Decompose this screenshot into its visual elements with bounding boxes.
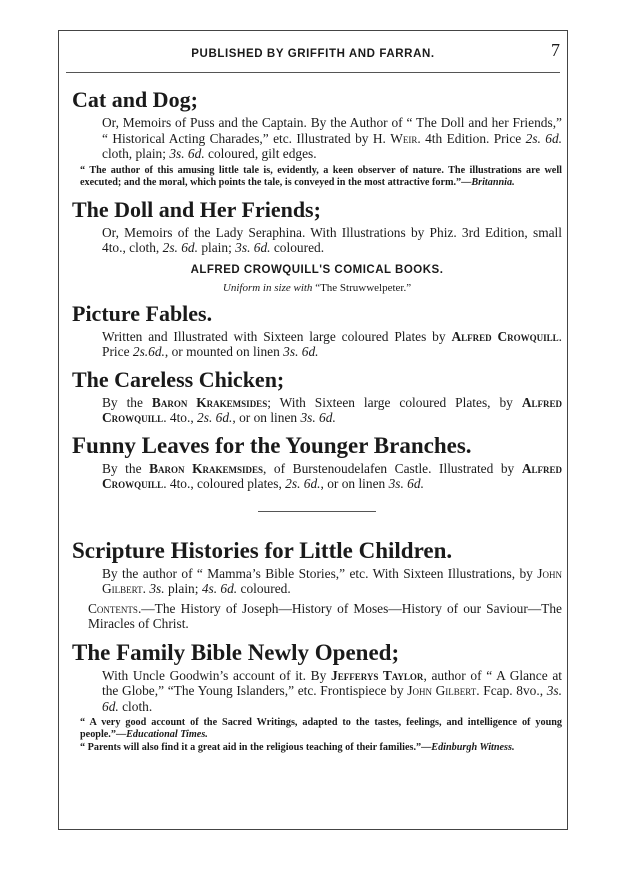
desc-text: cloth. [118, 698, 153, 714]
book-entry-scripture-histories [72, 537, 562, 632]
subheading-italic: Uniform in size with [222, 281, 313, 294]
book-entry-picture-fables [72, 300, 562, 360]
price: 2s. 6d. [197, 410, 233, 425]
price: 3s. 6d. [169, 146, 205, 161]
desc-text: By the [102, 394, 152, 410]
author-name: Alfred Crowquill [451, 328, 559, 344]
desc-text: Written and Illustrated with Sixteen large coloured Plates by [102, 328, 452, 344]
illustrator-name: Weir [390, 130, 418, 146]
desc-text: . 4to., coloured plates, [163, 476, 286, 491]
price: 3s. 6d. [235, 240, 271, 255]
desc-text: coloured. [237, 581, 291, 596]
quote-text: “ A very good account of the Sacred Writings, adapted to the tastes, feelings, and intelligence of young people.”— [80, 717, 562, 740]
author-name: Jefferys Taylor [331, 667, 424, 683]
book-description [102, 329, 562, 360]
price: 4s. 6d. [201, 581, 238, 596]
page-number: 7 [551, 40, 560, 60]
desc-text: ; With Sixteen large coloured Plates, by [267, 394, 522, 410]
illustrator-name: Alfred Crowquill [102, 460, 562, 491]
book-title: The Doll and Her Friends; [72, 196, 321, 222]
desc-text: . [142, 581, 150, 596]
price: 3s. 6d. [300, 410, 336, 425]
price: 2s. 6d. [525, 130, 563, 146]
book-title: Funny Leaves for the Younger Branches. [72, 432, 472, 458]
desc-text: cloth, plain; [102, 146, 170, 161]
book-title: Scripture Histories for Little Children. [72, 537, 453, 563]
section-divider [258, 511, 376, 512]
desc-text: coloured. [270, 240, 325, 255]
review-quote [72, 742, 562, 754]
price: 2s. 6d. [162, 240, 198, 255]
contents-text: .—The History of Joseph—History of Moses—History of our Saviour—The Miracles of Christ. [88, 600, 562, 631]
book-entry-family-bible [72, 639, 562, 755]
book-description [102, 225, 562, 256]
illustrator-name: John Gilbert [102, 565, 562, 596]
desc-text: By the author of “ Mamma’s Bible Stories,” etc. With Sixteen Illustrations, by [102, 565, 538, 581]
book-title: The Family Bible Newly Opened; [72, 639, 400, 665]
desc-text: By the [102, 460, 150, 476]
book-title: Picture Fables. [72, 300, 213, 326]
section-subheading [72, 282, 562, 294]
header-rule [66, 72, 560, 73]
desc-text: . Price [102, 328, 563, 359]
desc-text: plain; [164, 581, 202, 596]
desc-text: . Fcap. 8vo., [476, 683, 547, 698]
book-description [102, 566, 562, 597]
desc-text: Or, Memoirs of the Lady Seraphina. With Illustrations by Phiz. 3rd Edition, small 4to., cloth, [102, 224, 562, 255]
book-description [102, 395, 562, 426]
subheading-text: “The Struwwelpeter.” [312, 281, 412, 294]
desc-text: , or on linen [320, 476, 389, 491]
section-heading: ALFRED CROWQUILL'S COMICAL BOOKS. [190, 263, 444, 276]
book-entry-cat-and-dog [72, 86, 562, 189]
contents-label: Contents [88, 600, 138, 616]
page-header [58, 40, 568, 66]
book-description [102, 668, 562, 715]
quote-source: Edinburgh Witness. [431, 742, 515, 753]
desc-text: . 4to., [163, 410, 198, 425]
book-description [102, 115, 562, 162]
author-name: Baron Krakemsides [149, 460, 264, 476]
review-quote [72, 717, 562, 741]
price: 3s. 6d. [388, 476, 424, 491]
author-name: Baron Krakemsides [151, 394, 268, 410]
quote-source: Britannia. [471, 176, 515, 188]
desc-text: , or mounted on linen [164, 344, 284, 359]
desc-text: coloured, gilt edges. [204, 146, 317, 161]
running-title: PUBLISHED BY GRIFFITH AND FARRAN. [191, 48, 435, 60]
page-content [72, 86, 562, 754]
price: 3s. [149, 581, 165, 596]
quote-text: “ Parents will also find it a great aid in the religious teaching of their families.”— [80, 742, 432, 753]
book-title: The Careless Chicken; [72, 366, 285, 392]
book-entry-doll-and-her-friends [72, 196, 562, 256]
review-quote [72, 165, 562, 189]
book-entry-funny-leaves [72, 432, 562, 492]
price: 2s.6d. [132, 344, 165, 359]
desc-text: With Uncle Goodwin’s account of it. By [102, 667, 331, 683]
quote-source: Educational Times. [126, 729, 208, 740]
book-contents [88, 601, 562, 632]
desc-text: , of Burstenoudelafen Castle. Illustrated by [263, 460, 522, 476]
illustrator-name: Alfred Crowquill [102, 394, 562, 425]
desc-text: . 4th Edition. Price [417, 130, 526, 146]
desc-text: Or, Memoirs of Puss and the Captain. By the Author of “ The Doll and her Friends,” “ Historical Acting Charades,” etc. Illustrated by H. [102, 115, 562, 146]
desc-text: , or on linen [232, 410, 301, 425]
desc-text: plain; [197, 240, 236, 255]
price: 2s. 6d. [285, 476, 321, 491]
price: 3s. 6d. [283, 344, 319, 359]
price: 3s. 6d. [102, 683, 562, 714]
quote-text: “ The author of this amusing little tale is, evidently, a keen observer of nature. The illustrations are well executed; and the moral, which points the tale, is conveyed in the most attractive form.”— [80, 164, 562, 188]
book-entry-careless-chicken [72, 366, 562, 426]
illustrator-name: John Gilbert [407, 683, 477, 698]
desc-text: , author of “ A Glance at the Globe,” “The Young Islanders,” etc. Frontispiece by [102, 667, 562, 698]
book-title: Cat and Dog; [72, 87, 198, 112]
book-description [102, 461, 562, 492]
